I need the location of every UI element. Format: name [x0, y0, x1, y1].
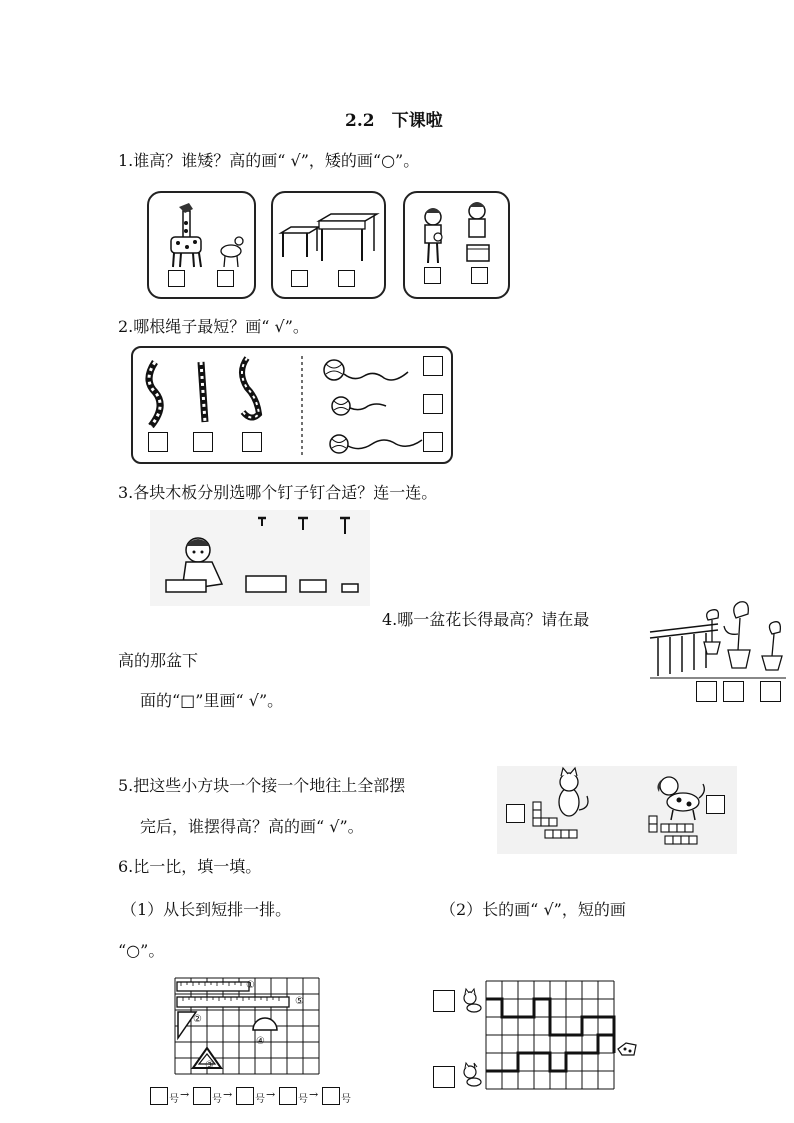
- unit-label-5: 号: [341, 1094, 351, 1105]
- q1-panel-tables: [271, 191, 386, 299]
- q1-answer-box-giraffe[interactable]: [168, 270, 185, 287]
- q6-order-box-4[interactable]: [279, 1087, 297, 1105]
- cat-dog-blocks-illustration: [497, 766, 737, 854]
- q2-answer-box-yarn-1[interactable]: [423, 356, 443, 376]
- question-1-text: 1.谁高？谁矮？高的画“ √”，矮的画“○”。: [118, 151, 420, 170]
- q6-order-box-3[interactable]: [236, 1087, 254, 1105]
- q5-answer-box-dog[interactable]: [706, 795, 725, 814]
- q1-answer-box-high-table[interactable]: [338, 270, 355, 287]
- arrow-icon: →: [223, 1088, 233, 1101]
- question-4-text-b: 高的那盆下: [118, 651, 199, 670]
- arrow-icon: →: [266, 1088, 276, 1101]
- unit-label-2: 号: [212, 1094, 222, 1105]
- q6-ruler-grid: [175, 978, 319, 1074]
- label-shape-2: ②: [193, 1014, 202, 1025]
- question-6-sub-2-continued: “○”。: [118, 941, 165, 960]
- q6-answer-box-bottom-path[interactable]: [433, 1066, 455, 1088]
- q6-path-grid: [486, 981, 614, 1089]
- question-6-sub-2: （2）长的画“ √”，短的画: [440, 900, 626, 919]
- q2-answer-box-yarn-2[interactable]: [423, 394, 443, 414]
- question-5-text-b: 完后，谁摆得高？高的画“ √”。: [140, 817, 364, 836]
- tables-illustration: [273, 193, 384, 297]
- question-3-text: 3.各块木板分别选哪个钉子钉合适？连一连。: [118, 483, 438, 502]
- question-6-text: 6.比一比，填一填。: [118, 857, 262, 876]
- q2-ropes-panel: [131, 346, 453, 464]
- label-ruler-1: ①: [246, 980, 255, 991]
- q1-panel-giraffe-lamb: [147, 191, 256, 299]
- q6-animals-left: [460, 988, 484, 1088]
- question-6-sub-1: （1）从长到短排一排。: [121, 900, 292, 919]
- q5-answer-box-cat[interactable]: [506, 804, 525, 823]
- question-2-text: 2.哪根绳子最短？画“ √”。: [118, 317, 309, 336]
- q4-answer-box-pot-1[interactable]: [696, 681, 717, 702]
- arrow-icon: →: [309, 1088, 319, 1101]
- unit-label-3: 号: [255, 1094, 265, 1105]
- giraffe-lamb-illustration: [149, 193, 254, 297]
- q6-order-box-1[interactable]: [150, 1087, 168, 1105]
- label-protractor-4: ④: [256, 1036, 265, 1047]
- q6-order-box-2[interactable]: [193, 1087, 211, 1105]
- q6-answer-box-top-path[interactable]: [433, 990, 455, 1012]
- q2-answer-box-yarn-3[interactable]: [423, 432, 443, 452]
- arrow-icon: →: [180, 1088, 190, 1101]
- q2-answer-box-rope-1[interactable]: [148, 432, 168, 452]
- label-triangle-3: ③: [205, 1060, 214, 1071]
- q6-order-box-5[interactable]: [322, 1087, 340, 1105]
- q1-answer-box-lamb[interactable]: [217, 270, 234, 287]
- question-5-text-a: 5.把这些小方块一个接一个地往上全部摆: [118, 776, 406, 795]
- q2-answer-box-rope-2[interactable]: [193, 432, 213, 452]
- label-ruler-5: ⑤: [295, 996, 304, 1007]
- nails-boards-illustration: [150, 510, 370, 606]
- q1-answer-box-tall-child[interactable]: [471, 267, 488, 284]
- q1-answer-box-short-child[interactable]: [424, 267, 441, 284]
- page-title: 2.2 下课啦: [345, 111, 443, 131]
- q6-cheese-icon: [616, 1040, 638, 1058]
- question-4-text-c: 面的“□”里画“ √”。: [140, 691, 284, 710]
- q4-answer-box-pot-3[interactable]: [760, 681, 781, 702]
- q4-answer-box-pot-2[interactable]: [723, 681, 744, 702]
- children-illustration: [405, 193, 508, 297]
- q1-answer-box-low-table[interactable]: [291, 270, 308, 287]
- unit-label-1: 号: [169, 1094, 179, 1105]
- question-4-text-a: 4.哪一盆花长得最高？请在最: [382, 610, 590, 629]
- unit-label-4: 号: [298, 1094, 308, 1105]
- ropes-illustration: [133, 348, 451, 462]
- q2-answer-box-rope-3[interactable]: [242, 432, 262, 452]
- q1-panel-children: [403, 191, 510, 299]
